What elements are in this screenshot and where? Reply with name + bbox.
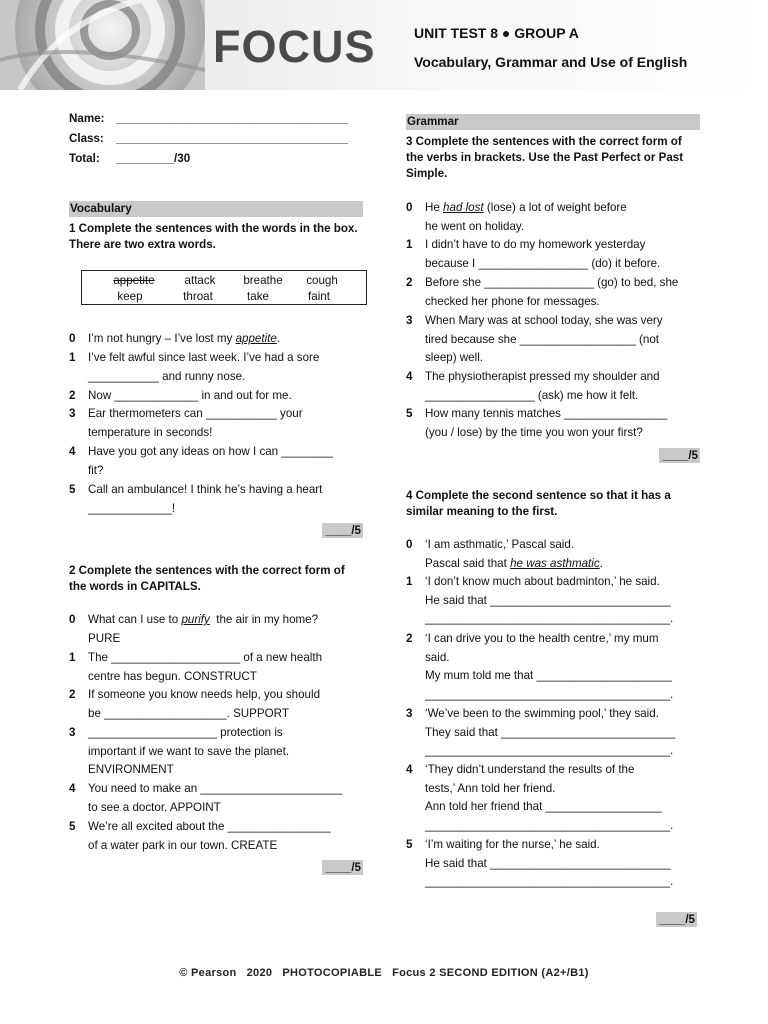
name-label: Name:	[69, 112, 105, 125]
task4-instruction: 4 Complete the second sentence so that it has a similar meaning to the first.	[406, 489, 671, 518]
task1-item-4[interactable]: 4 Have you got any ideas on how I can ________ fit?	[69, 445, 333, 477]
task4-item-3[interactable]: 3 ‘We’ve been to the swimming pool,’ they said. They said that ___________________________ ______________________________________.	[406, 707, 676, 758]
task3-item-0: 0 He had lost (lose) a lot of weight before he went on holiday.	[406, 201, 627, 233]
test-subtitle: Vocabulary, Grammar and Use of English	[414, 54, 688, 70]
task1-item-2[interactable]: 2 Now _____________ in and out for me.	[69, 389, 292, 402]
class-label: Class:	[69, 132, 104, 145]
example-answer: appetite	[235, 332, 277, 345]
total-blank: _________/30	[116, 152, 191, 165]
task2-score-box[interactable]: ____/5	[322, 860, 363, 875]
task2-item-0: 0 What can I use to purify the air in my home? PURE	[69, 613, 319, 645]
task4-item-1[interactable]: 1 ‘I don’t know much about badminton,’ he said. He said that ____________________________ ______________________________________.	[406, 575, 674, 626]
task1-item-5[interactable]: 5 Call an ambulance! I think he’s having a heart _____________!	[69, 483, 323, 515]
section-heading-vocabulary: Vocabulary	[69, 201, 363, 217]
task3-instruction: 3 Complete the sentences with the correct form of the verbs in brackets. Use the Past Perfect or Past Simple.	[406, 135, 684, 180]
task2-item-4[interactable]: 4 You need to make an ______________________ to see a doctor. APPOINT	[69, 782, 343, 814]
task3-item-2[interactable]: 2 Before she _________________ (go) to bed, she checked her phone for messages.	[406, 276, 679, 308]
task3-item-1[interactable]: 1 I didn’t have to do my homework yesterday because I _________________ (do) it before.	[406, 238, 661, 270]
brand-logo-text: FOCUS	[213, 21, 376, 72]
total-label: Total:	[69, 152, 100, 165]
example-answer: had lost	[443, 201, 484, 214]
name-blank: ____________________________________	[116, 112, 349, 125]
task1-item-3[interactable]: 3 Ear thermometers can ___________ your temperature in seconds!	[69, 407, 303, 439]
task3-item-5[interactable]: 5 How many tennis matches ________________ (you / lose) by the time you won your first?	[406, 407, 668, 439]
task4-item-2[interactable]: 2 ‘I can drive you to the health centre,’ my mum said. My mum told me that _____________________ ______________________________________.	[406, 632, 674, 701]
task3-item-3[interactable]: 3 When Mary was at school today, she was very tired because she __________________ (not sleep) well.	[406, 314, 663, 365]
section-heading-grammar: Grammar	[406, 114, 700, 130]
word-box	[81, 270, 367, 305]
word-box-item: keep	[117, 290, 143, 303]
task2-instruction: 2 Complete the sentences with the correct form of the words in CAPITALS.	[69, 564, 345, 593]
task1-item-0: 0 I’m not hungry – I’ve lost my appetite.	[69, 332, 281, 345]
word-box-item: faint	[308, 290, 330, 303]
page-header	[0, 0, 768, 90]
task4-item-5[interactable]: 5 ‘I’m waiting for the nurse,’ he said. He said that ____________________________ ______________________________________.	[406, 838, 674, 889]
example-answer: he was asthmatic	[510, 556, 600, 570]
task2-item-5[interactable]: 5 We’re all excited about the ________________ of a water park in our town. CREATE	[69, 820, 331, 852]
task2-item-1[interactable]: 1 The ____________________ of a new health centre has begun. CONSTRUCT	[69, 651, 323, 683]
test-title: UNIT TEST 8 ● GROUP A	[414, 25, 579, 41]
word-box-item: take	[247, 290, 269, 303]
word-box-item: cough	[306, 274, 338, 287]
page-footer: © Pearson 2020 PHOTOCOPIABLE Focus 2 SECOND EDITION (A2+/B1)	[179, 967, 589, 979]
class-blank: ____________________________________	[116, 132, 349, 145]
task2-item-3[interactable]: 3 ____________________ protection is important if we want to save the planet. ENVIRONMENT	[69, 726, 290, 777]
task2-item-2[interactable]: 2 If someone you know needs help, you should be ___________________. SUPPORT	[69, 688, 321, 720]
task4-score-box[interactable]: ____/5	[656, 912, 697, 927]
task1-score-box[interactable]: ____/5	[322, 523, 363, 538]
word-box-item: throat	[183, 290, 213, 303]
word-box-item: appetite	[113, 274, 155, 287]
task1-item-1[interactable]: 1 I’ve felt awful since last week. I’ve had a sore ___________ and runny nose.	[69, 351, 320, 383]
task4-item-4[interactable]: 4 ‘They didn’t understand the results of the tests,’ Ann told her friend. Ann told her friend that __________________ ______________________________________.	[406, 763, 674, 832]
task1-instruction: 1 Complete the sentences with the words in the box. There are two extra words.	[69, 222, 358, 251]
task3-item-4[interactable]: 4 The physiotherapist pressed my shoulder and _________________ (ask) me how it felt.	[406, 370, 660, 402]
task3-score-box[interactable]: ____/5	[659, 448, 700, 463]
focus-swirl-logo-art	[0, 0, 205, 90]
example-answer: purify	[181, 613, 210, 626]
task4-item-0: 0 ‘I am asthmatic,’ Pascal said. Pascal said that he was asthmatic.	[406, 538, 603, 570]
word-box-item: attack	[184, 274, 216, 287]
word-box-item: breathe	[243, 274, 283, 287]
